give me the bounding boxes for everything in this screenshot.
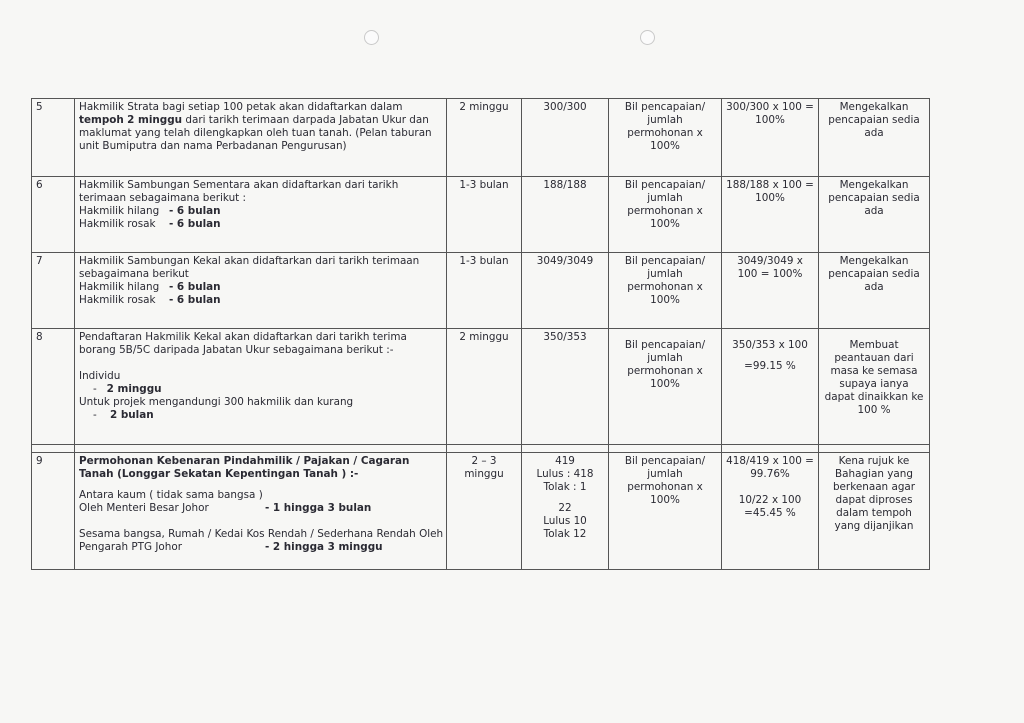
table-row [32,177,930,253]
row-formula: Bil pencapaian/ jumlah permohonan x 100% [609,177,722,253]
punch-hole-left [364,30,379,45]
table-row [32,453,930,570]
row-description: Hakmilik Sambungan Sementara akan didaftarkan dari tarikh terimaan sebagaimana berikut : Hakmilik hilang - 6 bulan Hakmilik rosak - 6 bulan [75,177,447,253]
row-gap [32,445,930,453]
punch-hole-right [640,30,655,45]
table-row [32,329,930,445]
row-peratus: 350/353 x 100 =99.15 % [722,329,819,445]
row-catatan: Mengekalkan pencapaian sedia ada [819,177,930,253]
performance-table [31,98,930,570]
row-catatan: Kena rujuk ke Bahagian yang berkenaan agar dapat diproses dalam tempoh yang dijanjikan [819,453,930,570]
row-peratus: 300/300 x 100 = 100% [722,99,819,177]
row-tempoh: 1-3 bulan [447,253,522,329]
row-catatan: Mengekalkan pencapaian sedia ada [819,99,930,177]
row-tempoh: 1-3 bulan [447,177,522,253]
row-number: 7 [32,253,75,329]
row-description: Hakmilik Strata bagi setiap 100 petak akan didaftarkan dalam tempoh 2 minggu dari tarikh terimaan darpada Jabatan Ukur dan maklumat yang telah dilengkapkan oleh tuan tanah. (Pelan taburan unit Bumiputra dan nama Perbadanan Pengurusan) [75,99,447,177]
table-row [32,253,930,329]
row-formula: Bil pencapaian/ jumlah permohonan x 100% [609,329,722,445]
row-tempoh: 2 minggu [447,329,522,445]
row-description: Pendaftaran Hakmilik Kekal akan didaftarkan dari tarikh terima borang 5B/5C daripada Jabatan Ukur sebagaimana berikut :- Individu - 2 minggu Untuk projek mengandungi 300 hakmilik dan kurang - 2 bulan [75,329,447,445]
row-number: 9 [32,453,75,570]
row-pencapaian: 300/300 [522,99,609,177]
row-peratus: 188/188 x 100 = 100% [722,177,819,253]
row-tempoh: 2 minggu [447,99,522,177]
row-description: Permohonan Kebenaran Pindahmilik / Pajakan / Cagaran Tanah (Longgar Sekatan Kepentingan Tanah ) :- Antara kaum ( tidak sama bangsa ) Oleh Menteri Besar Johor - 1 hingga 3 bulan Sesama bangsa, Rumah / Kedai Kos Rendah / Sederhana Rendah Oleh Pengarah PTG Johor - 2 hingga 3 minggu [75,453,447,570]
row-pencapaian: 350/353 [522,329,609,445]
row-formula: Bil pencapaian/ jumlah permohonan x 100% [609,99,722,177]
row-number: 5 [32,99,75,177]
row-catatan: Membuat peantauan dari masa ke semasa supaya ianya dapat dinaikkan ke 100 % [819,329,930,445]
table-row [32,99,930,177]
row-pencapaian: 188/188 [522,177,609,253]
row-peratus: 418/419 x 100 = 99.76% 10/22 x 100 =45.45 % [722,453,819,570]
row-pencapaian: 419 Lulus : 418 Tolak : 1 22 Lulus 10 Tolak 12 [522,453,609,570]
row-tempoh: 2 – 3 minggu [447,453,522,570]
row-number: 8 [32,329,75,445]
row-description: Hakmilik Sambungan Kekal akan didaftarkan dari tarikh terimaan sebagaimana berikut Hakmilik hilang - 6 bulan Hakmilik rosak - 6 bulan [75,253,447,329]
row-pencapaian: 3049/3049 [522,253,609,329]
row-formula: Bil pencapaian/ jumlah permohonan x 100% [609,253,722,329]
row-catatan: Mengekalkan pencapaian sedia ada [819,253,930,329]
row-formula: Bil pencapaian/ jumlah permohonan x 100% [609,453,722,570]
row-number: 6 [32,177,75,253]
row-peratus: 3049/3049 x 100 = 100% [722,253,819,329]
